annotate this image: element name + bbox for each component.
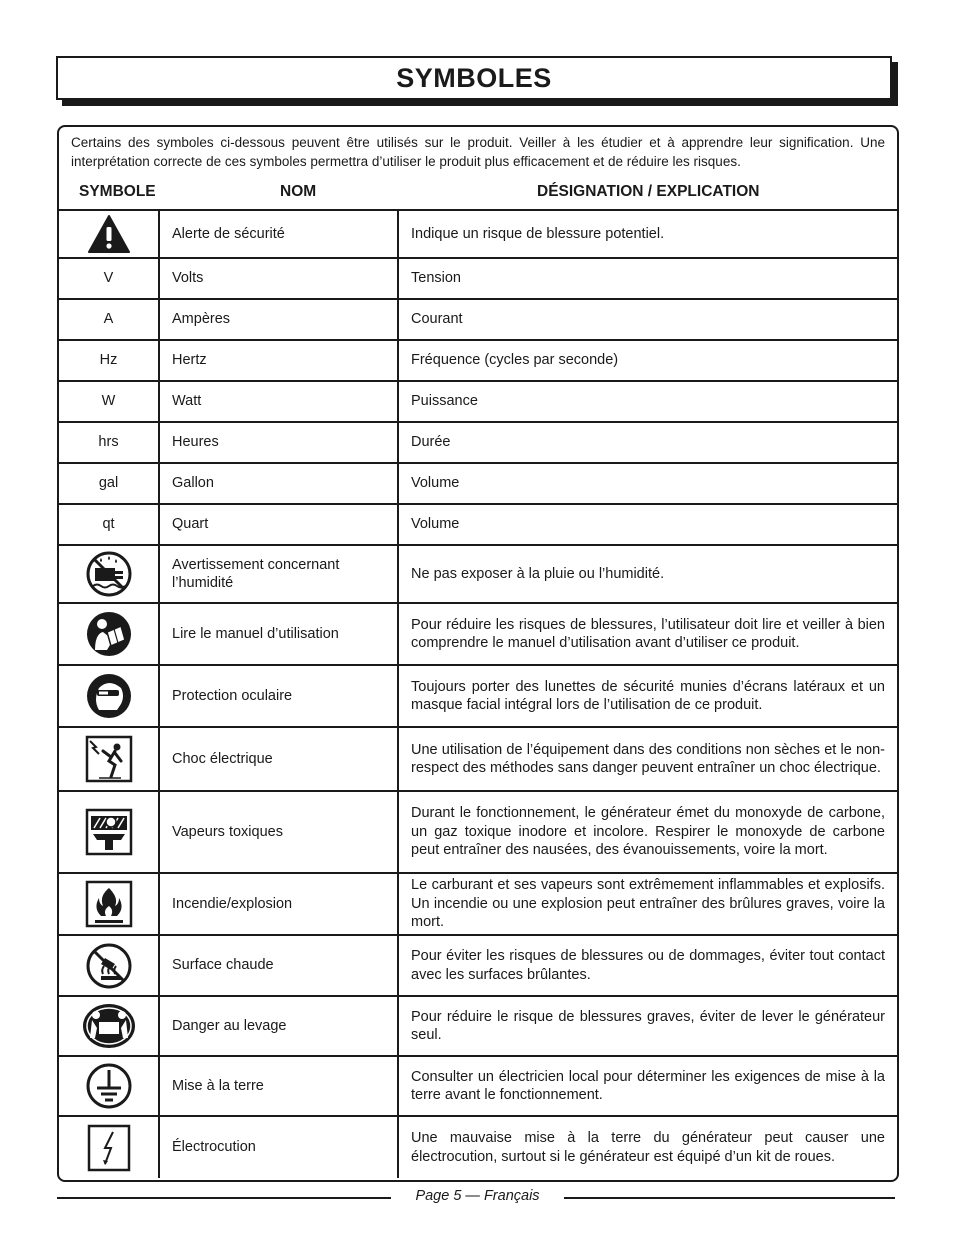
fire-icon <box>59 880 158 928</box>
electric-shock-icon <box>59 735 158 783</box>
description-cell: Volume <box>398 463 897 504</box>
name-cell: Alerte de sécurité <box>159 210 398 258</box>
table-row <box>59 603 897 665</box>
column-headers <box>59 183 897 207</box>
name-cell: Choc électrique <box>159 727 398 791</box>
name-cell: Surface chaude <box>159 935 398 996</box>
name-cell: Volts <box>159 258 398 299</box>
symbol-cell <box>59 996 159 1056</box>
table-row <box>59 935 897 996</box>
page-number: Page 5 — Français <box>415 1188 540 1204</box>
table-row <box>59 504 897 545</box>
symbol-text: V <box>103 270 114 287</box>
symbol-cell <box>59 422 159 463</box>
description-cell: Le carburant et ses vapeurs sont extrêmement inflammables et explosifs. Un incendie ou une explosion peut entraîner des brûlures graves, voire la mort. <box>398 873 897 935</box>
description-cell: Pour éviter les risques de blessures ou de dommages, éviter tout contact avec les surfaces brûlantes. <box>398 935 897 996</box>
symbol-cell <box>59 299 159 340</box>
table-row <box>59 258 897 299</box>
description-cell: Puissance <box>398 381 897 422</box>
symbol-text: qt <box>102 516 115 533</box>
column-header-designation: DÉSIGNATION / EXPLICATION <box>537 183 760 200</box>
symbol-text: gal <box>98 475 119 492</box>
symbol-cell <box>59 258 159 299</box>
description-cell: Tension <box>398 258 897 299</box>
ground-icon <box>59 1062 158 1110</box>
footer-rule-right <box>564 1197 895 1199</box>
table-row <box>59 463 897 504</box>
hot-surface-icon <box>59 942 158 990</box>
name-cell: Lire le manuel d’utilisation <box>159 603 398 665</box>
name-cell: Danger au levage <box>159 996 398 1056</box>
symbol-cell <box>59 381 159 422</box>
eye-protection-icon <box>59 672 158 720</box>
symbol-cell <box>59 210 159 258</box>
description-cell: Toujours porter des lunettes de sécurité munies d’écrans latéraux et un masque facial intégral lors de l’utilisation de ce produit. <box>398 665 897 727</box>
read-manual-icon <box>59 610 158 658</box>
name-cell: Avertissement concernant l’humidité <box>159 545 398 603</box>
title-box <box>56 56 892 100</box>
name-cell: Heures <box>159 422 398 463</box>
symbols-table <box>59 209 897 1178</box>
description-cell: Courant <box>398 299 897 340</box>
table-row <box>59 873 897 935</box>
table-row <box>59 1116 897 1178</box>
symbol-cell <box>59 463 159 504</box>
column-header-nom: NOM <box>280 183 317 200</box>
description-cell: Ne pas exposer à la pluie ou l’humidité. <box>398 545 897 603</box>
name-cell: Incendie/explosion <box>159 873 398 935</box>
symbol-cell <box>59 791 159 873</box>
table-row <box>59 1056 897 1116</box>
name-cell: Vapeurs toxiques <box>159 791 398 873</box>
table-row <box>59 210 897 258</box>
table-row <box>59 340 897 381</box>
name-cell: Watt <box>159 381 398 422</box>
description-cell: Indique un risque de blessure potentiel. <box>398 210 897 258</box>
table-row <box>59 996 897 1056</box>
table-row <box>59 299 897 340</box>
symbols-panel <box>57 125 899 1182</box>
electrocution-icon <box>59 1124 158 1172</box>
name-cell: Ampères <box>159 299 398 340</box>
symbol-cell <box>59 504 159 545</box>
description-cell: Durée <box>398 422 897 463</box>
symbol-cell <box>59 935 159 996</box>
name-cell: Quart <box>159 504 398 545</box>
safety-alert-icon <box>59 214 158 254</box>
name-cell: Hertz <box>159 340 398 381</box>
title-banner <box>56 56 892 100</box>
description-cell: Une mauvaise mise à la terre du générateur peut causer une électrocution, surtout si le générateur est équipé d’un kit de roues. <box>398 1116 897 1178</box>
symbol-cell <box>59 665 159 727</box>
table-row <box>59 545 897 603</box>
symbol-text: Hz <box>99 352 118 369</box>
symbol-text: hrs <box>98 434 119 451</box>
page-title: SYMBOLES <box>396 62 552 93</box>
description-cell: Une utilisation de l’équipement dans des conditions non sèches et le non-respect des méthodes sans danger peuvent entraîner un choc électrique. <box>398 727 897 791</box>
toxic-fumes-icon <box>59 808 158 856</box>
table-row <box>59 381 897 422</box>
symbol-cell <box>59 340 159 381</box>
name-cell: Mise à la terre <box>159 1056 398 1116</box>
name-cell: Protection oculaire <box>159 665 398 727</box>
description-cell: Pour réduire les risques de blessures, l’utilisateur doit lire et veiller à bien comprendre le manuel d’utilisation avant d’utiliser ce produit. <box>398 603 897 665</box>
symbol-cell <box>59 1116 159 1178</box>
description-cell: Pour réduire le risque de blessures graves, éviter de lever le générateur seul. <box>398 996 897 1056</box>
wet-conditions-icon <box>59 550 158 598</box>
symbol-text: A <box>103 311 114 328</box>
symbol-text: W <box>101 393 116 410</box>
table-row <box>59 665 897 727</box>
column-header-symbole: SYMBOLE <box>79 183 156 200</box>
table-row <box>59 791 897 873</box>
symbol-cell <box>59 603 159 665</box>
symbol-cell <box>59 1056 159 1116</box>
description-cell: Volume <box>398 504 897 545</box>
lifting-hazard-icon <box>59 1002 158 1050</box>
description-cell: Durant le fonctionnement, le générateur émet du monoxyde de carbone, un gaz toxique inodore et incolore. Respirer le monoxyde de carbone peut entraîner des nausées, des évanouissements, voire la mort. <box>398 791 897 873</box>
symbol-cell <box>59 727 159 791</box>
name-cell: Gallon <box>159 463 398 504</box>
name-cell: Électrocution <box>159 1116 398 1178</box>
table-row <box>59 727 897 791</box>
description-cell: Consulter un électricien local pour déterminer les exigences de mise à la terre avant le fonctionnement. <box>398 1056 897 1116</box>
description-cell: Fréquence (cycles par seconde) <box>398 340 897 381</box>
footer-rule-left <box>57 1197 391 1199</box>
page-footer <box>57 1188 895 1206</box>
symbol-cell <box>59 545 159 603</box>
table-row <box>59 422 897 463</box>
symbol-cell <box>59 873 159 935</box>
intro-text: Certains des symboles ci-dessous peuvent être utilisés sur le produit. Veiller à les étudier et à apprendre leur signification. Une interprétation correcte de ces symboles permettra d’utiliser le produit plus efficacement et de réduire les risques. <box>71 135 885 169</box>
